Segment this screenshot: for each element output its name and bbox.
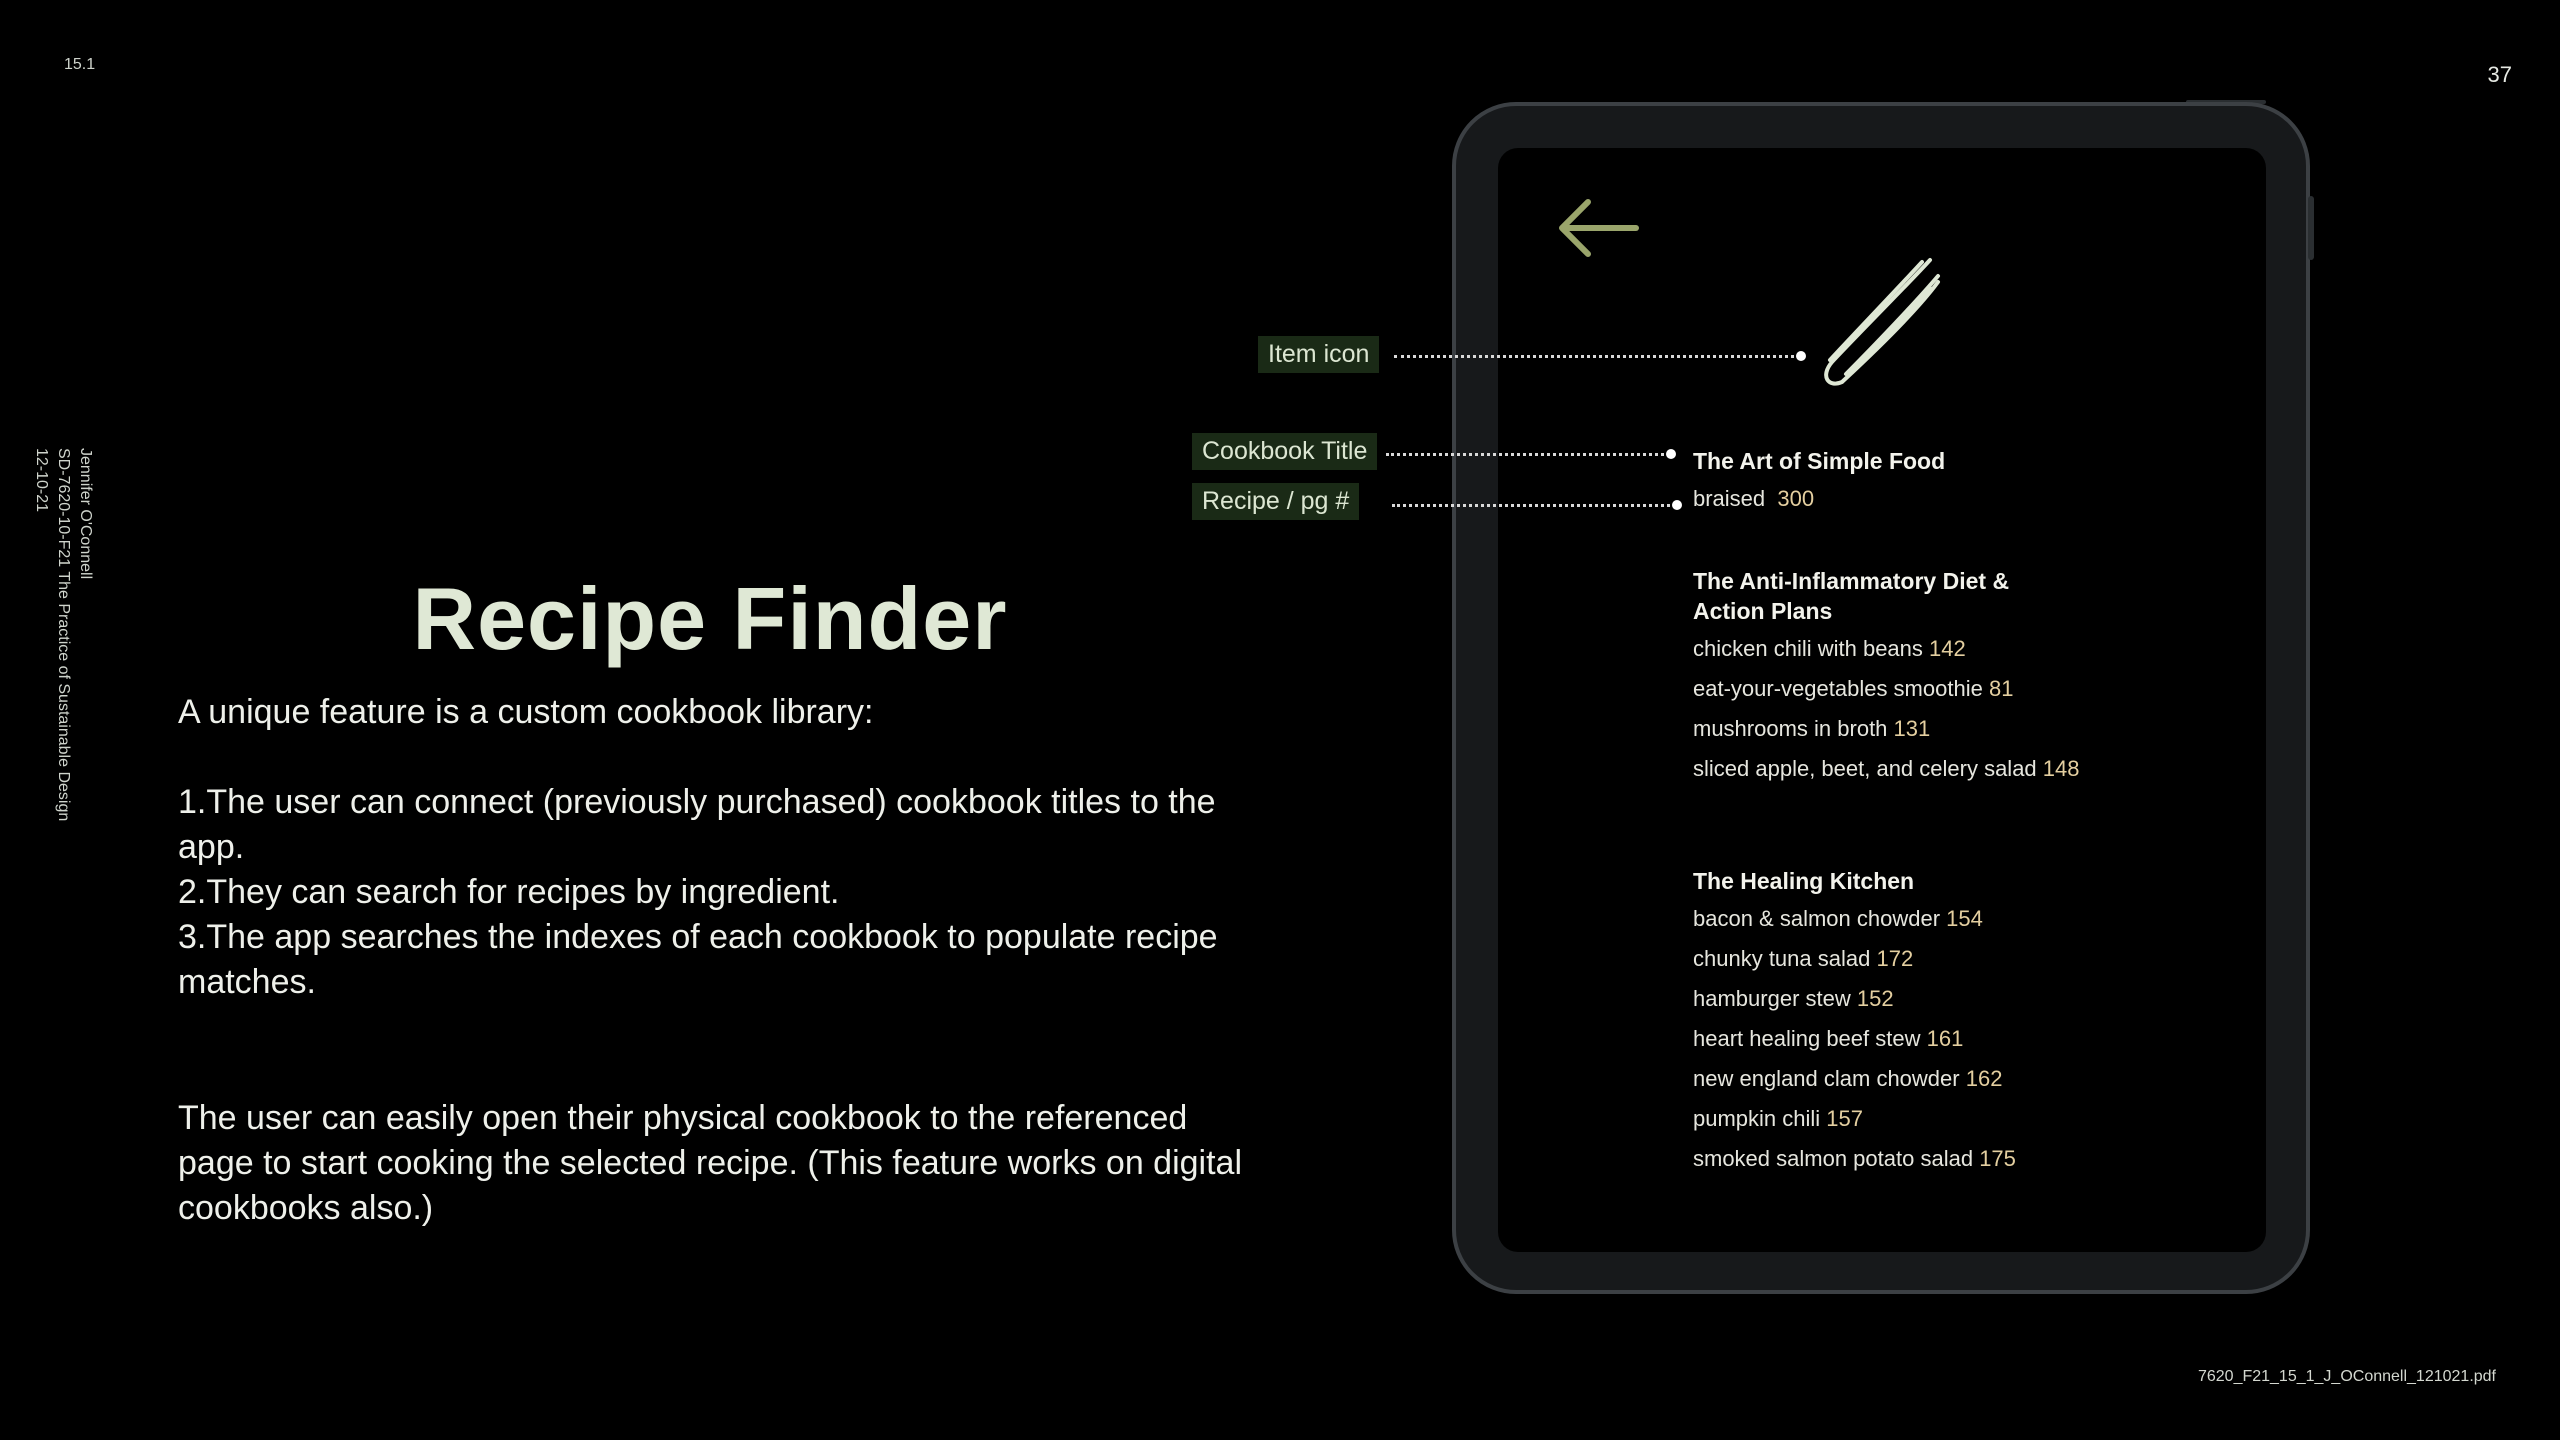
author-name: Jennifer O'Connell — [77, 448, 94, 580]
recipe-item[interactable] — [1693, 984, 2093, 1014]
leader-dot-item-icon — [1796, 351, 1806, 361]
cookbook-title: The Anti-Inflammatory Diet & Action Plans — [1693, 568, 2010, 624]
recipe-page: 157 — [1826, 1106, 1864, 1131]
leader-line-item-icon — [1394, 355, 1800, 358]
recipe-name: new england clam chowder — [1693, 1066, 1960, 1091]
recipe-item[interactable] — [1693, 1144, 2093, 1174]
recipe-name: smoked salmon potato salad — [1693, 1146, 1974, 1171]
callout-recipe-pg: Recipe / pg # — [1192, 483, 1359, 520]
arrow-left-icon[interactable] — [1556, 196, 1642, 260]
step-3: 3.The app searches the indexes of each cookbook to populate recipe matches. — [178, 918, 1218, 1001]
recipe-name: chunky tuna salad — [1693, 946, 1871, 971]
recipe-page: 148 — [2042, 756, 2080, 781]
recipe-item[interactable] — [1693, 1024, 2093, 1054]
recipe-page: 175 — [1979, 1146, 2016, 1171]
intro-text: A unique feature is a custom cookbook library: — [178, 693, 874, 731]
step-1: 1.The user can connect (previously purchased) cookbook titles to the app. — [178, 783, 1216, 866]
recipe-page: 162 — [1965, 1066, 2003, 1091]
date: 12-10-21 — [33, 448, 50, 513]
cookbook-section — [1693, 866, 2093, 1184]
cookbook-title: The Healing Kitchen — [1693, 868, 1915, 894]
recipe-page: 142 — [1929, 636, 1966, 661]
recipe-item[interactable] — [1693, 904, 2093, 934]
footer-filename: 7620_F21_15_1_J_OConnell_121021.pdf — [2197, 1368, 2496, 1385]
recipe-page: 152 — [1856, 986, 1894, 1011]
recipe-name: braised — [1693, 486, 1766, 511]
leader-dot-recipe-pg — [1672, 500, 1682, 510]
recipe-item[interactable] — [1693, 1064, 2093, 1094]
recipe-name: sliced apple, beet, and celery salad — [1693, 756, 2037, 781]
recipe-item[interactable] — [1693, 754, 2083, 784]
cookbook-title: The Art of Simple Food — [1693, 448, 1946, 474]
section-number: 15.1 — [64, 56, 96, 73]
recipe-item[interactable] — [1693, 714, 2083, 744]
leader-dot-cookbook-title — [1666, 449, 1676, 459]
recipe-item[interactable] — [1693, 484, 2093, 514]
cookbook-section — [1693, 566, 2083, 794]
recipe-item[interactable] — [1693, 1104, 2093, 1134]
leader-line-cookbook-title — [1386, 453, 1670, 456]
page-number: 37 — [2487, 62, 2512, 87]
recipe-page: 300 — [1777, 486, 1815, 511]
page-title: Recipe Finder — [412, 569, 1008, 668]
bean-pod-icon — [1810, 252, 1948, 392]
recipe-page: 131 — [1893, 716, 1931, 741]
recipe-item[interactable] — [1693, 944, 2093, 974]
recipe-name: heart healing beef stew — [1693, 1026, 1921, 1051]
recipe-item[interactable] — [1693, 674, 2083, 704]
recipe-name: mushrooms in broth — [1693, 716, 1888, 741]
course-name: SD-7620-10-F21 The Practice of Sustainable Design — [55, 448, 72, 822]
recipe-page: 154 — [1946, 906, 1983, 931]
recipe-item[interactable] — [1693, 634, 2083, 664]
recipe-name: pumpkin chili — [1693, 1106, 1821, 1131]
leader-line-recipe-pg — [1392, 504, 1676, 507]
recipe-page: 161 — [1926, 1026, 1964, 1051]
recipe-page: 81 — [1988, 676, 2014, 701]
recipe-page: 172 — [1876, 946, 1914, 971]
tablet-side-button — [2308, 196, 2314, 260]
closing-text: The user can easily open their physical cookbook to the referenced page to start cooking the selected recipe. (This feature works on digital cookbooks also.) — [178, 1099, 1243, 1227]
recipe-name: bacon & salmon chowder — [1693, 906, 1941, 931]
recipe-name: hamburger stew — [1693, 986, 1851, 1011]
callout-item-icon: Item icon — [1258, 336, 1379, 373]
step-2: 2.They can search for recipes by ingredient. — [178, 873, 840, 911]
feature-steps — [178, 780, 1258, 1005]
cookbook-section — [1693, 446, 2093, 524]
recipe-name: chicken chili with beans — [1693, 636, 1923, 661]
callout-cookbook-title: Cookbook Title — [1192, 433, 1377, 470]
recipe-name: eat-your-vegetables smoothie — [1693, 676, 1983, 701]
